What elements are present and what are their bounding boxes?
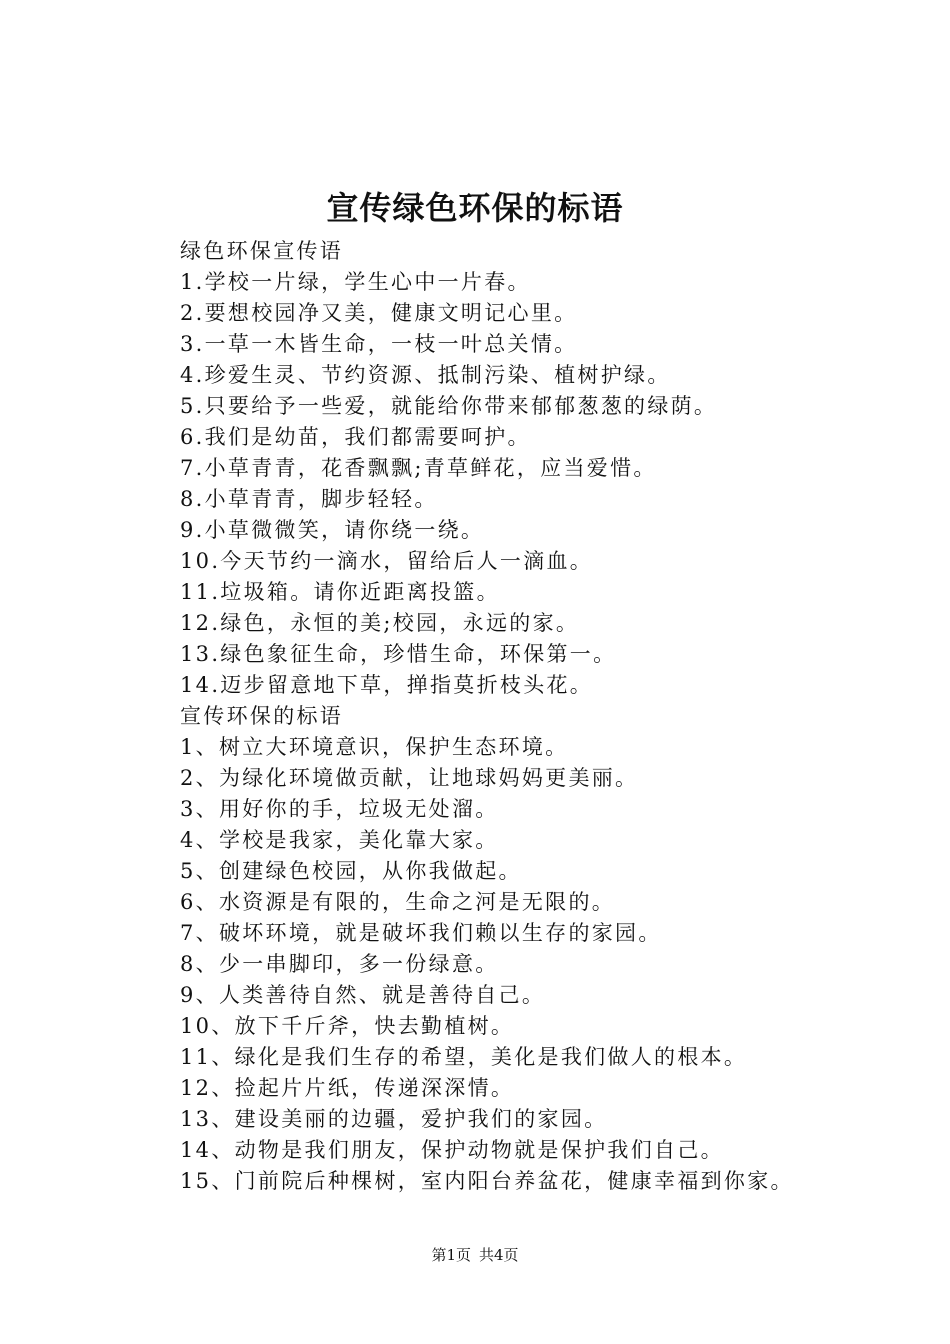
list-item: 12、捡起片片纸，传递深深情。: [180, 1076, 515, 1100]
list-item: 6、水资源是有限的，生命之河是无限的。: [180, 890, 616, 914]
section-heading: 绿色环保宣传语: [180, 239, 344, 263]
list-item: 12.绿色，永恒的美;校园，永远的家。: [180, 611, 580, 635]
list-item: 8.小草青青，脚步轻轻。: [180, 487, 438, 511]
list-item: 3、用好你的手，垃圾无处溜。: [180, 797, 499, 821]
page-number: 第1页: [431, 1246, 471, 1264]
list-item: 6.我们是幼苗，我们都需要呵护。: [180, 425, 531, 449]
list-item: 7.小草青青，花香飘飘;青草鲜花，应当爱惜。: [180, 456, 657, 480]
list-item: 11.垃圾箱。请你近距离投篮。: [180, 580, 500, 604]
list-item: 2.要想校园净又美，健康文明记心里。: [180, 301, 578, 325]
list-item: 8、少一串脚印，多一份绿意。: [180, 952, 499, 976]
list-item: 14.迈步留意地下草，掸指莫折枝头花。: [180, 673, 594, 697]
list-item: 11、绿化是我们生存的希望，美化是我们做人的根本。: [180, 1045, 748, 1069]
list-item: 10、放下千斤斧，快去勤植树。: [180, 1014, 515, 1038]
list-item: 1、树立大环境意识，保护生态环境。: [180, 735, 569, 759]
list-item: 4.珍爱生灵、节约资源、抵制污染、植树护绿。: [180, 363, 671, 387]
list-item: 5.只要给予一些爱，就能给你带来郁郁葱葱的绿荫。: [180, 394, 718, 418]
list-item: 13、建设美丽的边疆，爱护我们的家园。: [180, 1107, 608, 1131]
page-footer: [0, 1245, 950, 1265]
document-title: 宣传绿色环保的标语: [326, 189, 624, 227]
page-count: 共4页: [479, 1246, 519, 1264]
list-item: 13.绿色象征生命，珍惜生命，环保第一。: [180, 642, 617, 666]
list-item: 10.今天节约一滴水，留给后人一滴血。: [180, 549, 594, 573]
list-item: 7、破坏环境，就是破坏我们赖以生存的家园。: [180, 921, 662, 945]
document-body: [180, 236, 910, 1197]
list-item: 1.学校一片绿，学生心中一片春。: [180, 270, 531, 294]
list-item: 5、创建绿色校园，从你我做起。: [180, 859, 522, 883]
list-item: 9.小草微微笑，请你绕一绕。: [180, 518, 485, 542]
list-item: 14、动物是我们朋友，保护动物就是保护我们自己。: [180, 1138, 724, 1162]
list-item: 2、为绿化环境做贡献，让地球妈妈更美丽。: [180, 766, 639, 790]
list-item: 3.一草一木皆生命，一枝一叶总关情。: [180, 332, 578, 356]
list-item: 15、门前院后种棵树，室内阳台养盆花，健康幸福到你家。: [180, 1169, 794, 1193]
section-heading: 宣传环保的标语: [180, 704, 344, 728]
list-item: 4、学校是我家，美化靠大家。: [180, 828, 499, 852]
list-item: 9、人类善待自然、就是善待自己。: [180, 983, 546, 1007]
